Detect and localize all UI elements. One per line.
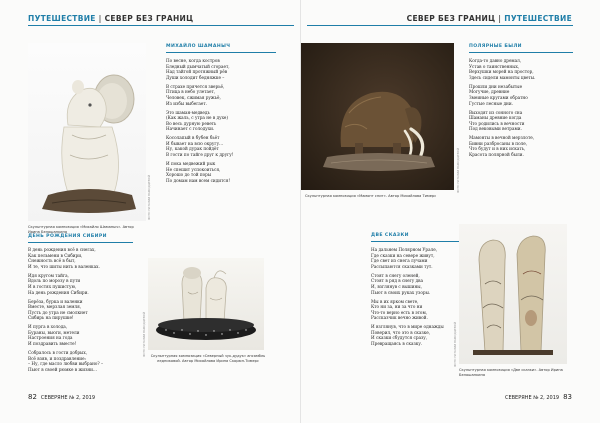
poem-line: Бледный дымчатый сгорает, (166, 63, 230, 69)
poem-line: Косолапый в бубен бьёт (166, 135, 220, 141)
photo3-credit: ФОТО НАТАЛИИ ВЫХОДЦЕВОЙ (456, 148, 460, 194)
poem-line: Пьют в своих руках узоры. (371, 289, 431, 295)
poem-line: Всё взяв, и поздравление: (28, 355, 86, 361)
poem-stanza (166, 110, 286, 132)
poem-stanza (28, 350, 138, 372)
poem-line: (Как жаль, с утра не в духе) (166, 115, 229, 121)
page-number-left: 82 (28, 393, 37, 401)
poem-line: Выходят из сонного сна (469, 109, 523, 115)
poem-line: Устав о таинственных, (469, 63, 520, 69)
header-title: СЕВЕР БЕЗ ГРАНИЦ (406, 14, 496, 23)
page-header-left (28, 14, 193, 23)
poem-line: И взглянув, что в мире однажды (371, 324, 444, 330)
poem-line: Что будут и в них искать, (469, 146, 526, 152)
page-header-right (407, 14, 572, 23)
poem-stanza (469, 135, 581, 157)
poem-stanza (166, 58, 286, 80)
poem-line: Берёза, бурка и валенки (28, 298, 83, 304)
poem-line: Прошли дни незабытые (469, 83, 523, 89)
poem-stanza (469, 110, 581, 132)
poem-line: Как пельмени в Сибири, (28, 252, 83, 258)
poem2-text (28, 247, 138, 376)
poem-line: Рассказчик вечно живой. (371, 315, 428, 321)
poem-line: Поверил, что это в сказке, (371, 329, 431, 335)
bone-carving-figures-image (148, 258, 264, 350)
poem-line: Не спешит успокоиться, (166, 166, 221, 172)
poem-stanza (166, 135, 286, 157)
header-separator: | (95, 14, 105, 23)
poem-line: Рассыпаются сказками тут. (371, 263, 433, 269)
poem-line: В страхе прячется зверьё, (166, 83, 225, 89)
poem-line: И бывает на всю округу… (166, 140, 224, 146)
issue-label-right: СЕВЕРЯНЕ № 2, 2019 (504, 395, 560, 401)
poem2-title: ДЕНЬ РОЖДЕНИЯ СИБИРИ (28, 234, 107, 239)
poem-line: И те, что шиты нить в валенках. (28, 263, 100, 269)
poem-stanza (28, 247, 138, 269)
poem-line: Превращаясь в сказку. (371, 341, 423, 347)
poem-line: Сибирь на пирушке! (28, 315, 74, 321)
poem3-title-rule (469, 52, 573, 53)
poem-line: Ну, какой дурак пойдёт (166, 146, 219, 152)
poem-line: Красота полярной были. (469, 152, 524, 158)
poem-stanza (28, 324, 138, 346)
folio-right (505, 393, 572, 401)
poem-line: Вдоль по морозу в пути (28, 278, 81, 284)
poem-line: И пурга в холода, (28, 324, 68, 330)
photo-two-tales (459, 224, 567, 364)
poem-line: На дальнем Полярном Урале, (371, 247, 438, 252)
poem-line: Где свет из снега лучами (371, 258, 428, 264)
photo2-credit: ФОТО НАТАЛИИ ВЫХОДЦЕВОЙ (142, 312, 146, 358)
poem-line: Когда-то давно дремал, (469, 58, 522, 63)
poem-line: И сказки сбудутся сразу, (371, 335, 428, 341)
poem4-title-rule (371, 241, 461, 242)
poem-line: Собралось в гости добрых, (28, 350, 88, 356)
poem-line: Птица в небо улетает, (166, 89, 216, 95)
poem-line: Это шаман-медведь (166, 109, 210, 115)
poem-line: Могучие, древние (469, 89, 510, 95)
poem-line: Хорошо до той поры (166, 172, 212, 178)
poem-line: Кто ни за, ни за что ни (371, 304, 423, 310)
photo3-caption: Скульптурная композиция «Мамонт спит». Автор Михайлова Тимерс (305, 194, 437, 198)
poem-stanza (28, 273, 138, 295)
poem-stanza (469, 58, 581, 80)
right-page (300, 0, 600, 423)
poem-line: Человек, сжимая ружьё, (166, 94, 221, 100)
photo1-credit: ФОТО НАТАЛИИ ВЫХОДЦЕВОЙ (147, 175, 151, 221)
poem-line: И поздравить вместе! (28, 341, 77, 347)
poem-line: На день рождения Сибири. (28, 289, 89, 295)
poem-stanza (28, 299, 138, 321)
photo-mikhailo-shamanych (28, 43, 146, 221)
poem-line: Что-то верно есть в этом, (371, 309, 428, 315)
poem2-title-rule (28, 242, 133, 243)
poem-line: Души холодит бедняжке – (166, 74, 225, 80)
header-separator: | (495, 14, 505, 23)
header-title: СЕВЕР БЕЗ ГРАНИЦ (104, 14, 194, 23)
photo4-caption: Скульптурная композиция «Две сказки». Автор Ирина Белошапкина (459, 368, 563, 377)
poem-stanza (469, 84, 581, 106)
tusk-carvings-image (459, 224, 567, 364)
poem-line: И в гостях пушистую, (28, 283, 77, 289)
poem-line: И, взглянув с вышины, (371, 283, 422, 289)
poem-line: Змеиные кругами обратно (469, 94, 528, 100)
poem-line: Верхушки морей на простор, (469, 69, 534, 75)
poem-line: Вместе, мерзлая земля, (28, 304, 82, 310)
poem-line: По домам нам всем сидится! (166, 177, 231, 183)
poem-line: Идя кругом тайга, (28, 272, 69, 278)
header-rule (28, 25, 294, 26)
poem-line: По весне, когда костров (166, 58, 220, 63)
poem-line: Пьют в своей рюмке в жизни... (28, 366, 97, 372)
poem-line: Где сказки на севере живут, (371, 252, 435, 258)
poem-line: Начинает с голодухи. (166, 126, 215, 132)
photo4-credit: ФОТО НАТАЛИИ ВЫХОДЦЕВОЙ (453, 322, 457, 368)
header-section: ПУТЕШЕСТВИЕ (28, 14, 96, 23)
photo1-caption: Скульптурная композиция «Михайло Шаманыч». Автор Ирина Белошапкина (28, 225, 134, 234)
poem-line: Стоят в снегу оленей, (371, 272, 420, 278)
poem-line: И пока медвежий рык (166, 161, 216, 167)
poem-line: Бураны, вьюги, метели (28, 329, 80, 335)
poem-stanza (166, 161, 286, 183)
poem1-title-rule (166, 52, 276, 53)
poem-line: – Ну, где масло любви выбрано? – (28, 361, 104, 367)
poem-line: Мы в их ярком свете, (371, 298, 419, 304)
poem1-title: МИХАЙЛО ШАМАНЫЧ (166, 44, 231, 49)
poem3-text (469, 58, 581, 161)
poem-line: Настроения на года (28, 335, 73, 341)
issue-label-left: СЕВЕРЯНЕ № 2, 2019 (40, 395, 96, 401)
folio-left (28, 393, 95, 401)
bear-shaman-sculpture-image (28, 43, 146, 221)
header-section: ПУТЕШЕСТВИЕ (504, 14, 572, 23)
poem-line: Стоят в ряд в снегу два (371, 278, 423, 284)
poem-line: В день рождения всё в снегах, (28, 247, 96, 252)
poem-line: Снежность всё в быт, (28, 258, 76, 264)
poem-line: Над тайгой протяжный рёв (166, 69, 228, 75)
poem-line: Густые лесные дни. (469, 100, 513, 106)
poem-line: Мамонты в вечной мерзлоте, (469, 135, 535, 141)
mammoth-sculpture-image (301, 43, 454, 190)
poem-line: Бивни разбросаны в поле, (469, 140, 528, 146)
poem-line: Здесь сидели мамонты цветы. (469, 74, 536, 80)
poem-line: В гости по тайге друг к другу! (166, 152, 234, 158)
header-rule (307, 25, 573, 26)
photo2-caption: Скульптурная композиция «Северный чук-дудук» ансамбль ледниковой. Автор Михайлова Ирина Скорюп-Тимерс (150, 354, 266, 363)
poem4-title: ДВЕ СКАЗКИ (371, 233, 409, 238)
poem3-title: ПОЛЯРНЫЕ БЫЛИ (469, 44, 522, 49)
poem-line: Что родились в вечности (469, 120, 525, 126)
photo-mammoth (301, 43, 454, 190)
poem-line: Пусть до утра не смолкнет (28, 309, 88, 315)
photo-northern-figures (148, 258, 264, 350)
poem-line: Из избы выбегает. (166, 100, 208, 106)
poem1-text (166, 58, 286, 187)
poem-line: Во весь дурную реветь (166, 120, 217, 126)
poem-stanza (166, 84, 286, 106)
page-number-right: 83 (563, 393, 572, 401)
poem-line: Под вековыми ветрами. (469, 126, 522, 132)
poem-line: Шаманы древние когда (469, 115, 522, 121)
